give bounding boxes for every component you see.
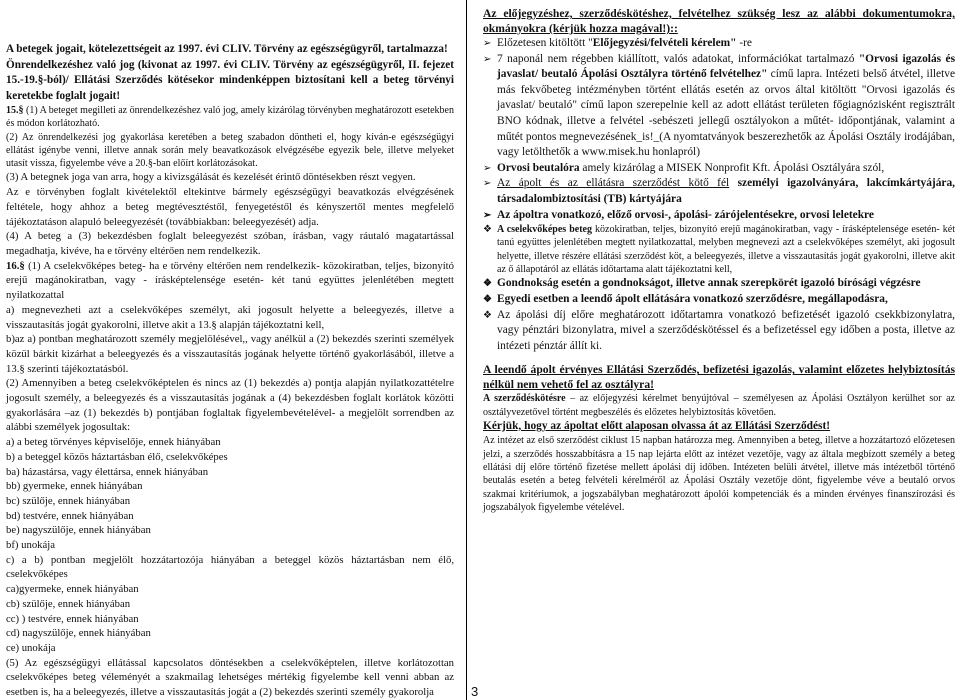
admission-warning: A leendő ápolt érvényes Ellátási Szerződés, befizetési igazolás, valamint előzetes helybiztosítás nélkül nem vehető fel az osztályra! <box>483 363 955 392</box>
bullet-medical-certificate: ➢ 7 naponál nem régebben kiállított, valós adatokat, információkat tartalmazó "Orvosi igazolás és javaslat/ beutaló Ápolási Osztályra történő felvételhez" című lapra. Intézeti belső átvétel, illetve más fekvőbeteg intézményben történt ellátás esetén az orvos által kitöltött "Orvosi igazolás és javaslat/ beutaló" című lapon szerepelnie kell az adott ellátást területen főgiagnózisként regisztrált BNO kódnak, illetve a felvétel -sebészeti jellegű osztályokon a műtét- időpontjának, valamint a műtét pontos megnevezésének_is!_(A nyomtatványok beszerezhetők az Ápolási Osztály irodájában, vagy letölthetők a www.misek.hu honlapról) <box>483 52 955 161</box>
contract-paragraph: A szerződéskötésre – az előjegyzési kérelmet benyújtóval – személyesen az Ápolási Osztályon kerülhet sor az osztályvezetővel történt megbeszélés és előzetes helybiztosítás követően. <box>483 393 955 418</box>
list-item: bc) szülője, ennek hiányában <box>6 494 131 507</box>
section-16-a: a) megnevezheti azt a cselekvőképes személyt, aki jogosult helyette a beleegyezés, illetve a visszautasítás jogát gyakorolni, illetve akit a 13.§ alapján tájékoztatni kell, <box>6 303 454 331</box>
bullet-payment-receipt: ❖ Az ápolási díj előre meghatározott időtartamra vonatkozó befizetését igazoló csekkbizonylatra, vagy pénztári bizonylatra, mivel a szerződéskötéssel és a befizetéssel egy időben a posta, illetve az intézeti pénztár állít ki. <box>483 308 955 355</box>
section-15-consent: Az e törvényben foglalt kivételektől eltekintve bármely egészségügyi beavatkozás elvégzésének feltétele, hogy ahhoz a beteg megtévesztéstől, fenyegetéstől és kényszertől mentes megfelelő tájékoztatáson alapuló beleegyezését (továbbiakban: beleegyezését) adja. <box>6 186 454 228</box>
section-15-label: 15.§ <box>6 105 24 116</box>
list-item: c) a b) pontban megjelölt hozzátartozója hiányában a beteggel közös háztartásban nem élő, cselekvőképes <box>6 553 454 581</box>
section-15-2: (2) Az önrendelkezési jog gyakorlása keretében a beteg szabadon döntheti el, hogy kíván-e egészségügyi ellátást igénybe venni, illetve annak során mely beavatkozások elvégzésébe egyezik bele, illetve melyeket utasít vissza, figyelembe véve a 20.§-ban előírt korlátozásokat. <box>6 131 454 170</box>
section-15-1: 15.§ (1) A beteget megilleti az önrendelkezéshez való jog, amely kizárólag törvényben meghatározott esetekben és módon korlátozható. <box>6 105 454 130</box>
section-15-3: (3) A betegnek joga van arra, hogy a kivizsgálását és kezelését érintő döntésekben részt vegyen. <box>6 171 416 184</box>
right-column <box>483 6 955 514</box>
intro-title: A betegek jogait, kötelezettségeit az 1997. évi CLIV. Törvény az egészségügyről, tartalmazza! <box>6 43 448 55</box>
list-item: cb) szülője, ennek hiányában <box>6 597 131 610</box>
section-16-label: 16.§ <box>6 259 25 272</box>
bullet-id-documents: ➢ Az ápolt és az ellátásra szerződést kötő fél személyi igazolványára, lakcímkártyájára, társadalombiztosítási (TB) kártyájára <box>483 176 955 207</box>
list-item: cc) ) testvére, ennek hiányában <box>6 612 139 625</box>
section-16-5: (5) Az egészségügyi ellátással kapcsolatos döntésekben a cselekvőképtelen, illetve korlátozottan cselekvőképes beteg véleményét a szakmailag lehetséges mértékig figyelembe kell venni abban az esetben is, ha a beleegyezés, illetve a visszautasítás jogát a (2) bekezdés szerinti személy gyakorolja <box>6 656 454 699</box>
list-item: b) a beteggel közös háztartásban élő, cselekvőképes <box>6 450 228 463</box>
section-16-1: 16.§ (1) A cselekvőképes beteg- ha e törvény eltérően nem rendelkezik- közokiratban, teljes, bizonyító erejű magánokiratban, vagy - írásképtelensége esetén- két tanú együttes jelenlétében megtett nyilatkozattal <box>6 259 454 302</box>
list-item: a) a beteg törvényes képviselője, ennek hiányában <box>6 436 221 449</box>
list-item: be) nagyszülője, ennek hiányában <box>6 524 151 537</box>
list-item: ba) házastársa, vagy élettársa, ennek hiányában <box>6 465 209 478</box>
list-item: cd) nagyszülője, ennek hiányában <box>6 627 151 640</box>
list-item: ce) unokája <box>6 641 56 654</box>
section-16-2: (2) Amennyiben a beteg cselekvőképtelen és nincs az (1) bekezdés a) pontja alapján nyilatkozattételre jogosult személy, a beleegyezés és a visszautasítás jogának a (4) bekezdésben foglalt korlátok közötti gyakorlására –az (1) bekezdés b) pontjában foglaltak figyelembevételével- a megjelölt sorrendben az alábbi személyek jogosultak: <box>6 377 454 434</box>
list-item: bf) unokája <box>6 539 55 552</box>
bullet-guardianship: ❖ Gondnokság esetén a gondnokságot, illetve annak szerepkörét igazoló bírósági végzésre <box>483 276 955 292</box>
list-item: bd) testvére, ennek hiányában <box>6 509 134 522</box>
self-determination-title: Önrendelkezéshez való jog (kivonat az 1997. évi CLIV. Törvény az egészségügyről, II. fejezet 15.-19.§-ból)/ Ellátási Szerződés kötésekor mindenképpen biztosítani kell a beteg törvényi keretekbe foglalt jogait! <box>6 58 454 102</box>
bullet-referral: ➢ Orvosi beutalóra amely kizárólag a MISEK Nonprofit Kft. Ápolási Osztályára szól, <box>483 161 955 177</box>
documents-heading: Az előjegyzéshez, szerződéskötéshez, felvételhez szükség lesz az alábbi dokumentumokra, okmányokra (kérjük hozza magával!):: <box>483 7 955 35</box>
bullet-individual-contract: ❖ Egyedi esetben a leendő ápolt ellátására vonatkozó szerződésre, megállapodásra, <box>483 292 955 308</box>
list-item: ca)gyermeke, ennek hiányában <box>6 583 139 596</box>
left-column <box>6 42 454 700</box>
column-divider <box>466 0 467 700</box>
list-item: bb) gyermeke, ennek hiányában <box>6 480 143 493</box>
bullet-competent-patient: ❖ A cselekvőképes beteg közokiratban, teljes, bizonyító erejű magánokiratban, vagy - írásképtelensége esetén- két tanú együttes jelenlétében megtett nyilatkozattal, melyben megnevezi azt a cselekvőképes személyt, aki jogosult helyette, illetve részére ellátási szerződést köt, a beleegyezés, illetve a visszautasítás jogát gyakorolni, illetve akit az ő állapotáról az ellátás időtartama alatt tájékoztatni kell, <box>483 223 955 276</box>
contract-cycle-paragraph: Az intézet az első szerződést ciklust 15 napban határozza meg. Amennyiben a beteg, illetve a hozzátartozó előzetesen jelzi, a szerződés hosszabbításra a 15 nap lejárta előtt az intézet vezetője, vagy az általa megbízott személy a beteg ellátási díj előre történő fizetése mellett ápolási díj időben. Intézeten belüli átvétel, illetve más intézetből történő beutalás esetén a beteg felvételi kérelméről az Ápolási Osztály vezetője dönt, figyelembe véve a beutaló orvos szakmai kritériumok, a jogszabályban meghatározott ápolói kompetenciák és a minden érvényes finanszírozási és jogszabályok figyelembe vételével. <box>483 435 955 513</box>
bullet-request-form: ➢ Előzetesen kitöltött "Előjegyzési/felvételi kérelem" -re <box>483 36 955 52</box>
bullet-medical-reports: ➢ Az ápoltra vonatkozó, előző orvosi-, ápolási- zárójelentésekre, orvosi leletekre <box>483 208 955 224</box>
contract-reminder: Kérjük, hogy az ápoltat előtt alaposan olvassa át az Ellátási Szerződést! <box>483 419 831 432</box>
section-15-4: (4) A beteg a (3) bekezdésben foglalt beleegyezést szóban, írásban, vagy ráutaló magatartással megadhatja, kivéve, ha e törvény eltérően nem rendelkezik. <box>6 230 454 257</box>
page-number: 3 <box>471 684 479 699</box>
section-16-b: b)az a) pontban meghatározott személy megjelölésével,, vagy anélkül a (2) bekezdés szerinti személyek közül bárkit kizárhat a beleegyezés és a visszautasítás jogának helyette történő gyakorlásából, illetve a 13.§ szerinti tájékoztatásból. <box>6 333 454 375</box>
